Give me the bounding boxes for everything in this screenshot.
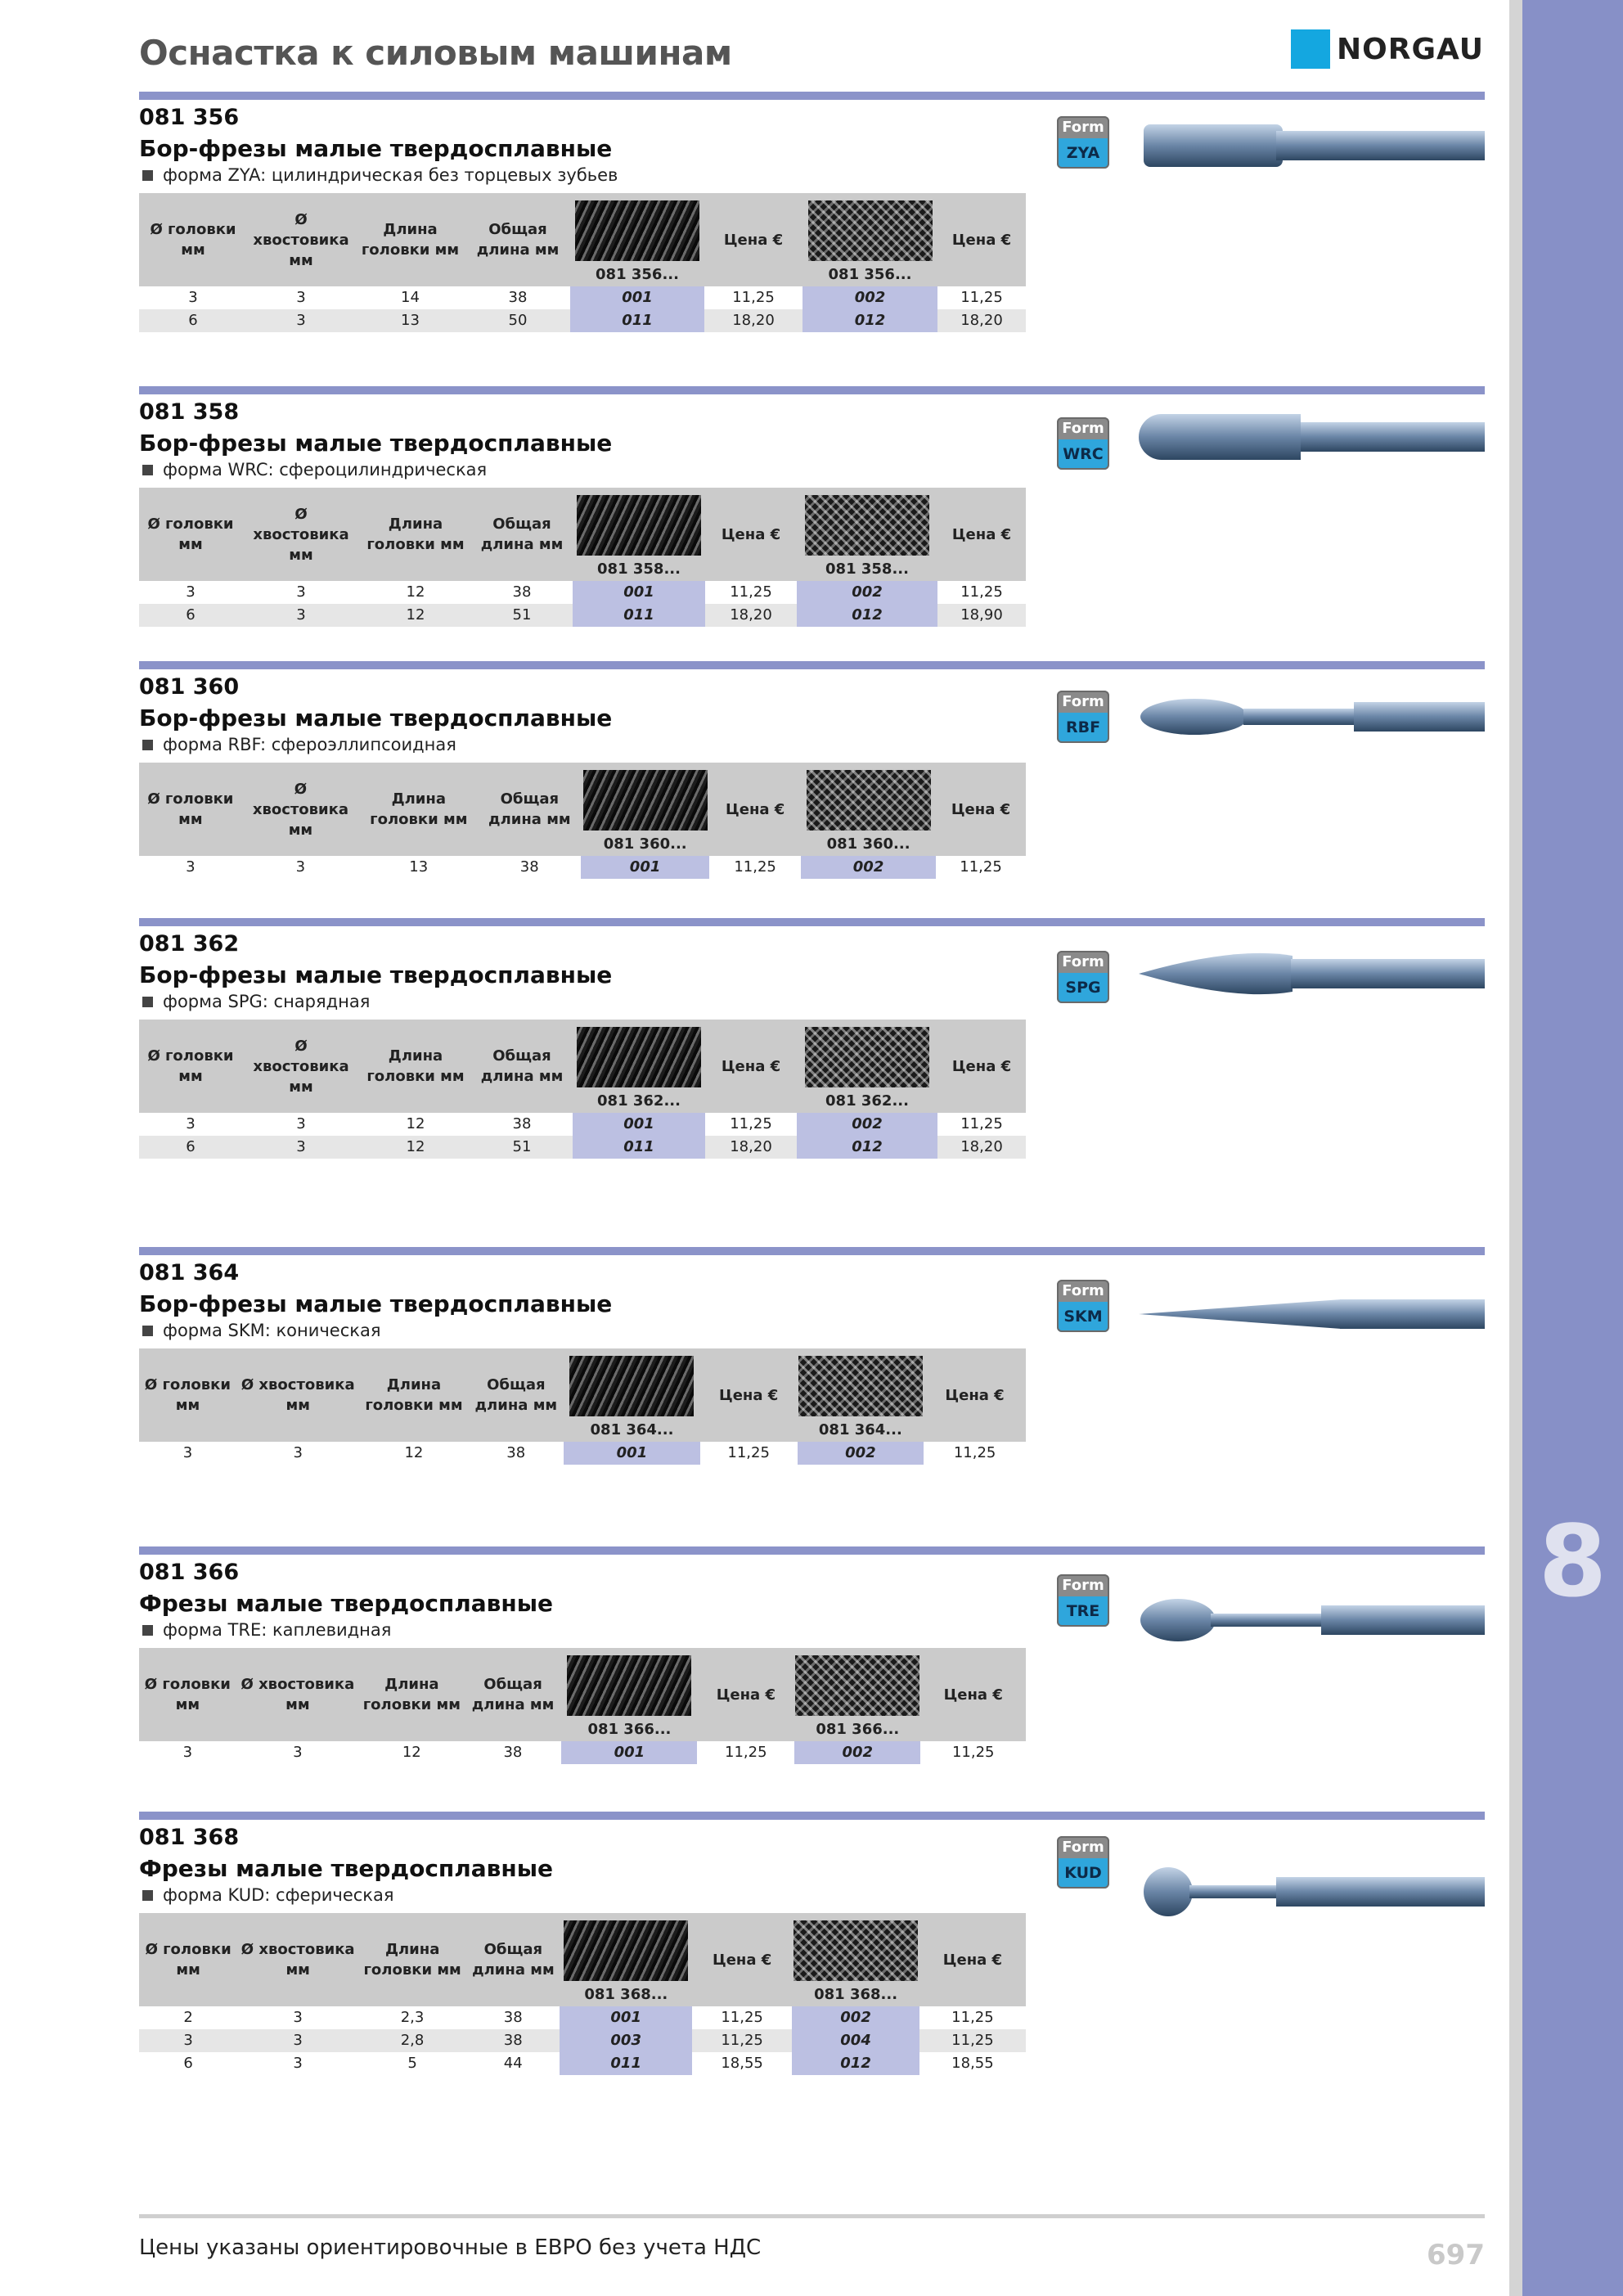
tool-photo xyxy=(1137,113,1485,178)
table-cell: 18,20 xyxy=(732,312,775,329)
cut-type-column-header xyxy=(573,1020,705,1113)
table-row xyxy=(139,286,1026,309)
cut-type-code: 081 366... xyxy=(587,1721,672,1738)
column-header: Ø головки мм xyxy=(147,515,234,553)
form-badge-label: Form xyxy=(1062,693,1104,710)
table-cell: 38 xyxy=(503,2032,523,2049)
table-cell: 3 xyxy=(186,858,196,876)
order-code-cell: 012 xyxy=(803,309,937,332)
sidebar-divider xyxy=(1509,0,1522,2296)
cut-pattern-image xyxy=(567,1655,691,1716)
table-header xyxy=(139,1648,1026,1741)
form-description: форма WRC: сфероцилиндрическая xyxy=(163,460,488,479)
cut-type-column-header xyxy=(801,763,936,856)
column-header: Общая длина мм xyxy=(480,1047,564,1085)
form-badge-code: RBF xyxy=(1065,718,1101,736)
column-header: Длина головки мм xyxy=(362,1676,461,1713)
article-number: 081 362 xyxy=(139,931,240,957)
table-cell: 6 xyxy=(186,606,196,624)
table-row xyxy=(139,2052,1026,2075)
product-name: Бор-фрезы малые твердосплавные xyxy=(139,961,613,988)
product-table xyxy=(139,1648,1026,1764)
cut-pattern-image xyxy=(577,495,701,556)
cut-type-column-header xyxy=(794,1648,920,1741)
cut-type-column-header xyxy=(573,488,705,581)
article-number: 081 368 xyxy=(139,1825,240,1850)
table-cell: 38 xyxy=(503,1744,523,1761)
column-header: Общая длина мм xyxy=(480,515,564,553)
product-name: Бор-фрезы малые твердосплавные xyxy=(139,430,613,457)
cut-type-column-header xyxy=(797,488,937,581)
product-name: Фрезы малые твердосплавные xyxy=(139,1855,554,1882)
form-badge-label: Form xyxy=(1062,420,1104,437)
table-cell: 3 xyxy=(296,312,306,329)
column-header: Цена € xyxy=(726,800,785,818)
product-section xyxy=(139,1812,1485,2075)
column-header: Ø головки мм xyxy=(144,1676,231,1713)
form-badge-label: Form xyxy=(1062,1839,1104,1856)
page-title: Оснастка к силовым машинам xyxy=(139,33,732,73)
article-number: 081 364 xyxy=(139,1260,240,1285)
form-badge xyxy=(1057,1574,1109,1627)
cut-type-code: 081 368... xyxy=(814,1986,898,2003)
cut-type-code: 081 360... xyxy=(826,835,910,853)
cut-pattern-image xyxy=(569,1356,694,1416)
section-rule xyxy=(139,1247,1485,1255)
column-header: Длина головки мм xyxy=(363,1941,461,1979)
table-row xyxy=(139,309,1026,332)
order-code-cell: 011 xyxy=(560,2052,692,2075)
product-table xyxy=(139,1348,1026,1465)
tool-photo xyxy=(1137,1587,1485,1653)
order-code-cell: 002 xyxy=(798,1442,924,1465)
cut-pattern-image xyxy=(583,770,708,831)
column-header: Общая длина мм xyxy=(488,790,571,828)
cut-type-code: 081 362... xyxy=(825,1092,909,1110)
table-cell: 13 xyxy=(409,858,429,876)
cut-type-code: 081 356... xyxy=(828,266,912,283)
column-header: Общая длина мм xyxy=(476,221,560,259)
tool-photo xyxy=(1137,1281,1485,1347)
article-number: 081 366 xyxy=(139,1560,240,1585)
article-number: 081 356 xyxy=(139,105,240,130)
cut-type-column-header xyxy=(564,1348,699,1442)
table-cell: 11,25 xyxy=(951,2009,994,2026)
cut-pattern-image xyxy=(794,1920,918,1981)
product-name: Бор-фрезы малые твердосплавные xyxy=(139,135,613,162)
footer-rule xyxy=(139,2214,1485,2218)
cut-type-code: 081 364... xyxy=(590,1421,674,1438)
tool-photo xyxy=(1137,404,1485,470)
table-cell: 11,25 xyxy=(727,1444,770,1461)
bullet-square-icon xyxy=(142,740,153,750)
order-code-cell: 001 xyxy=(581,856,709,879)
cut-type-code: 081 368... xyxy=(584,1986,668,2003)
table-cell: 3 xyxy=(186,1115,196,1132)
table-cell: 38 xyxy=(503,2009,523,2026)
table-cell: 38 xyxy=(519,858,539,876)
table-cell: 11,25 xyxy=(721,2009,763,2026)
table-cell: 3 xyxy=(296,289,306,306)
order-code-cell: 002 xyxy=(803,286,937,309)
order-code-cell: 012 xyxy=(797,604,937,627)
form-description: форма TRE: каплевидная xyxy=(163,1620,392,1640)
column-header: Длина головки мм xyxy=(370,790,468,828)
section-rule xyxy=(139,92,1485,100)
bullet-square-icon xyxy=(142,1326,153,1336)
table-cell: 12 xyxy=(406,583,425,601)
table-cell: 3 xyxy=(296,1138,306,1155)
table-header xyxy=(139,1020,1026,1113)
order-code-cell: 002 xyxy=(797,581,937,604)
column-header: Цена € xyxy=(942,1951,1003,1969)
chapter-sidebar xyxy=(1522,0,1623,2296)
form-badge xyxy=(1057,1836,1109,1889)
table-cell: 3 xyxy=(296,1115,306,1132)
column-header: Длина головки мм xyxy=(366,1047,465,1085)
table-row xyxy=(139,2006,1026,2029)
table-cell: 13 xyxy=(401,312,420,329)
cut-pattern-image xyxy=(805,1027,929,1087)
column-header: Цена € xyxy=(943,1686,1003,1704)
form-badge-label: Form xyxy=(1062,1577,1104,1594)
cut-pattern-image xyxy=(577,1027,701,1087)
table-header xyxy=(139,763,1026,856)
table-cell: 3 xyxy=(293,2009,303,2026)
table-cell: 6 xyxy=(183,2055,193,2072)
order-code-cell: 003 xyxy=(560,2029,692,2052)
table-cell: 18,20 xyxy=(960,1138,1003,1155)
cut-type-column-header xyxy=(792,1913,919,2006)
brand-logo xyxy=(1291,29,1484,69)
order-code-cell: 002 xyxy=(801,856,936,879)
table-row xyxy=(139,2029,1026,2052)
table-cell: 18,55 xyxy=(721,2055,763,2072)
cut-type-code: 081 358... xyxy=(825,560,909,578)
order-code-cell: 001 xyxy=(570,286,704,309)
table-cell: 5 xyxy=(407,2055,417,2072)
table-cell: 11,25 xyxy=(730,583,772,601)
column-header: Ø хвостовика мм xyxy=(252,780,349,839)
product-table xyxy=(139,1913,1026,2075)
product-table xyxy=(139,1020,1026,1159)
cut-type-column-header xyxy=(803,193,937,286)
article-number: 081 360 xyxy=(139,674,240,700)
product-table xyxy=(139,763,1026,879)
table-cell: 11,25 xyxy=(732,289,775,306)
form-badge-label: Form xyxy=(1062,1282,1104,1299)
table-cell: 12 xyxy=(402,1744,421,1761)
form-badge-code: WRC xyxy=(1063,445,1104,463)
table-row xyxy=(139,1442,1026,1465)
chapter-number: 8 xyxy=(1538,1506,1607,1619)
order-code-cell: 001 xyxy=(564,1442,699,1465)
table-cell: 51 xyxy=(512,606,532,624)
form-badge xyxy=(1057,116,1109,169)
table-cell: 18,20 xyxy=(730,1138,772,1155)
section-rule xyxy=(139,1546,1485,1555)
table-cell: 12 xyxy=(406,1115,425,1132)
column-header: Длина головки мм xyxy=(365,1376,463,1414)
order-code-cell: 002 xyxy=(792,2006,919,2029)
product-name: Фрезы малые твердосплавные xyxy=(139,1590,554,1617)
order-code-cell: 002 xyxy=(797,1113,937,1136)
cut-type-code: 081 364... xyxy=(818,1421,902,1438)
article-number: 081 358 xyxy=(139,399,240,425)
form-badge xyxy=(1057,691,1109,743)
section-rule xyxy=(139,661,1485,669)
order-code-cell: 001 xyxy=(561,1741,697,1764)
table-cell: 11,25 xyxy=(721,2032,763,2049)
form-badge xyxy=(1057,951,1109,1003)
table-cell: 6 xyxy=(186,1138,196,1155)
column-header: Длина головки мм xyxy=(366,515,465,553)
table-cell: 18,90 xyxy=(960,606,1003,624)
bullet-square-icon xyxy=(142,170,153,181)
column-header: Цена € xyxy=(716,1686,776,1704)
footer-note: Цены указаны ориентировочные в ЕВРО без учета НДС xyxy=(139,2235,762,2260)
table-cell: 3 xyxy=(296,606,306,624)
table-cell: 51 xyxy=(512,1138,532,1155)
bullet-square-icon xyxy=(142,997,153,1007)
product-name: Бор-фрезы малые твердосплавные xyxy=(139,705,613,732)
table-cell: 11,25 xyxy=(730,1115,772,1132)
cut-type-column-header xyxy=(581,763,709,856)
order-code-cell: 004 xyxy=(792,2029,919,2052)
table-cell: 12 xyxy=(406,1138,425,1155)
column-header: Цена € xyxy=(951,800,1011,818)
column-header: Ø головки мм xyxy=(144,1376,232,1414)
tool-photo xyxy=(1137,941,1485,1006)
column-header: Ø хвостовика мм xyxy=(241,1941,355,1979)
table-row xyxy=(139,604,1026,627)
column-header: Цена € xyxy=(721,1057,781,1075)
column-header: Ø головки мм xyxy=(147,790,234,828)
table-cell: 2,3 xyxy=(400,2009,425,2026)
table-cell: 3 xyxy=(186,583,196,601)
form-badge-code: SPG xyxy=(1065,979,1101,997)
form-badge-code: ZYA xyxy=(1066,144,1100,162)
bullet-square-icon xyxy=(142,1890,153,1901)
table-cell: 3 xyxy=(293,1744,303,1761)
table-cell: 3 xyxy=(293,2032,303,2049)
column-header: Цена € xyxy=(951,525,1012,543)
table-cell: 3 xyxy=(182,1744,193,1761)
table-cell: 11,25 xyxy=(960,289,1003,306)
cut-type-column-header xyxy=(798,1348,924,1442)
tool-photo xyxy=(1137,1859,1485,1925)
table-cell: 3 xyxy=(293,2055,303,2072)
product-table xyxy=(139,488,1026,627)
form-badge xyxy=(1057,1280,1109,1332)
form-badge-label: Form xyxy=(1062,119,1104,136)
order-code-cell: 001 xyxy=(560,2006,692,2029)
table-cell: 38 xyxy=(512,1115,532,1132)
table-cell: 3 xyxy=(296,583,306,601)
column-header: Ø хвостовика мм xyxy=(253,210,349,269)
table-cell: 44 xyxy=(503,2055,523,2072)
cut-type-column-header xyxy=(560,1913,693,2006)
product-section xyxy=(139,1546,1485,1764)
column-header: Длина головки мм xyxy=(361,221,460,259)
table-cell: 11,25 xyxy=(734,858,776,876)
table-cell: 12 xyxy=(404,1444,424,1461)
column-header: Цена € xyxy=(723,231,784,249)
cut-pattern-image xyxy=(575,200,699,261)
table-cell: 2,8 xyxy=(400,2032,425,2049)
cut-type-code: 081 356... xyxy=(596,266,679,283)
cut-type-column-header xyxy=(570,193,704,286)
table-cell: 11,25 xyxy=(960,858,1002,876)
bullet-square-icon xyxy=(142,465,153,475)
table-header xyxy=(139,1913,1026,2006)
table-header xyxy=(139,488,1026,581)
form-description: форма SPG: снарядная xyxy=(163,992,371,1011)
column-header: Ø хвостовика мм xyxy=(253,505,349,564)
product-name: Бор-фрезы малые твердосплавные xyxy=(139,1290,613,1317)
table-cell: 11,25 xyxy=(960,1115,1003,1132)
order-code-cell: 011 xyxy=(570,309,704,332)
cut-pattern-image xyxy=(808,200,933,261)
cut-type-code: 081 360... xyxy=(603,835,687,853)
table-cell: 3 xyxy=(188,289,198,306)
form-description: форма SKM: коническая xyxy=(163,1321,381,1340)
bullet-square-icon xyxy=(142,1625,153,1636)
cut-pattern-image xyxy=(798,1356,923,1416)
column-header: Цена € xyxy=(719,1386,779,1404)
table-cell: 11,25 xyxy=(951,2032,994,2049)
table-cell: 38 xyxy=(506,1444,526,1461)
cut-pattern-image xyxy=(807,770,931,831)
table-row xyxy=(139,1741,1026,1764)
column-header: Ø головки мм xyxy=(150,221,236,259)
table-header xyxy=(139,193,1026,286)
page-number: 697 xyxy=(1427,2239,1485,2271)
table-row xyxy=(139,1136,1026,1159)
form-description: форма ZYA: цилиндрическая без торцевых зубьев xyxy=(163,165,618,185)
column-header: Ø хвостовика мм xyxy=(241,1676,355,1713)
table-cell: 3 xyxy=(182,1444,193,1461)
table-cell: 11,25 xyxy=(960,583,1003,601)
section-rule xyxy=(139,918,1485,926)
logo-text: NORGAU xyxy=(1337,32,1484,66)
table-cell: 50 xyxy=(508,312,528,329)
column-header: Общая длина мм xyxy=(472,1941,555,1979)
table-cell: 12 xyxy=(406,606,425,624)
column-header: Общая длина мм xyxy=(471,1676,555,1713)
order-code-cell: 011 xyxy=(573,604,705,627)
column-header: Ø хвостовика мм xyxy=(241,1376,355,1414)
column-header: Ø хвостовика мм xyxy=(253,1037,349,1096)
cut-type-code: 081 366... xyxy=(816,1721,900,1738)
column-header: Цена € xyxy=(713,1951,772,1969)
product-table xyxy=(139,193,1026,332)
table-row xyxy=(139,581,1026,604)
order-code-cell: 002 xyxy=(794,1741,920,1764)
table-cell: 11,25 xyxy=(951,1744,995,1761)
cut-pattern-image xyxy=(795,1655,919,1716)
table-cell: 3 xyxy=(293,1444,303,1461)
tool-photo xyxy=(1137,684,1485,750)
table-cell: 6 xyxy=(188,312,198,329)
cut-pattern-image xyxy=(564,1920,688,1981)
column-header: Ø головки мм xyxy=(145,1941,232,1979)
column-header: Ø головки мм xyxy=(147,1047,234,1085)
section-rule xyxy=(139,386,1485,394)
cut-type-code: 081 362... xyxy=(597,1092,681,1110)
column-header: Общая длина мм xyxy=(474,1376,558,1414)
order-code-cell: 011 xyxy=(573,1136,705,1159)
table-cell: 38 xyxy=(508,289,528,306)
cut-type-column-header xyxy=(561,1648,697,1741)
column-header: Цена € xyxy=(951,231,1012,249)
table-header xyxy=(139,1348,1026,1442)
order-code-cell: 001 xyxy=(573,1113,705,1136)
table-cell: 14 xyxy=(401,289,420,306)
form-badge-code: KUD xyxy=(1064,1864,1102,1882)
column-header: Цена € xyxy=(721,525,781,543)
table-cell: 18,55 xyxy=(951,2055,994,2072)
order-code-cell: 012 xyxy=(792,2052,919,2075)
table-cell: 18,20 xyxy=(960,312,1003,329)
form-badge-label: Form xyxy=(1062,953,1104,970)
column-header: Цена € xyxy=(945,1386,1005,1404)
section-rule xyxy=(139,1812,1485,1820)
table-cell: 38 xyxy=(512,583,532,601)
order-code-cell: 012 xyxy=(797,1136,937,1159)
product-section xyxy=(139,1247,1485,1465)
table-cell: 2 xyxy=(183,2009,193,2026)
form-description: форма KUD: сферическая xyxy=(163,1885,394,1905)
cut-type-column-header xyxy=(797,1020,937,1113)
form-badge-code: TRE xyxy=(1066,1602,1100,1620)
table-row xyxy=(139,1113,1026,1136)
form-badge-code: SKM xyxy=(1063,1308,1103,1326)
form-description: форма RBF: сфероэллипсоидная xyxy=(163,735,456,754)
cut-pattern-image xyxy=(805,495,929,556)
form-badge xyxy=(1057,417,1109,470)
table-cell: 3 xyxy=(183,2032,193,2049)
table-row xyxy=(139,856,1026,879)
table-cell: 11,25 xyxy=(953,1444,996,1461)
column-header: Цена € xyxy=(951,1057,1012,1075)
table-cell: 3 xyxy=(295,858,306,876)
cut-type-code: 081 358... xyxy=(597,560,681,578)
logo-square-icon xyxy=(1291,29,1330,69)
order-code-cell: 001 xyxy=(573,581,705,604)
table-cell: 18,20 xyxy=(730,606,772,624)
table-cell: 11,25 xyxy=(725,1744,767,1761)
